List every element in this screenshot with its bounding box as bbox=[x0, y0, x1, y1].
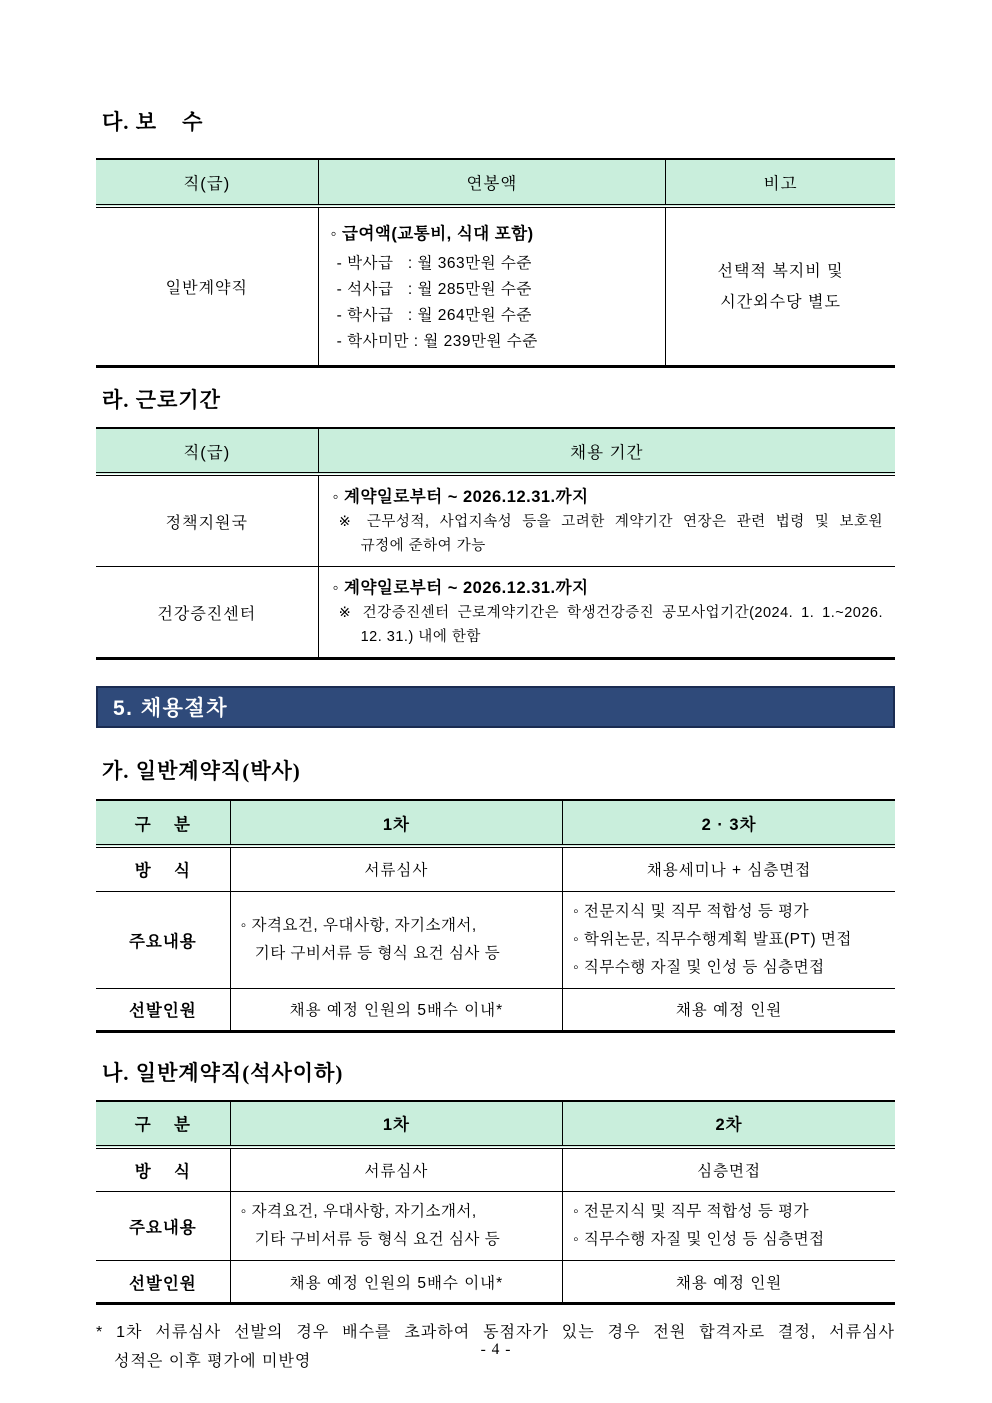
selection-stage2-cell: 채용 예정 인원 bbox=[563, 1261, 895, 1304]
period-note-line: ※ 건강증진센터 근로계약기간은 학생건강증진 공모사업기간(2024. 1. 1.~2026. bbox=[338, 605, 883, 621]
content-line: ◦ 자격요건, 우대사항, 자기소개서, bbox=[240, 916, 477, 934]
selection-stage1-cell: 채용 예정 인원의 5배수 이내* bbox=[230, 1261, 562, 1304]
remark-line: 선택적 복지비 및 bbox=[717, 262, 844, 280]
period-table bbox=[96, 427, 895, 660]
period-line: ◦ 계약일로부터 ~ 2026.12.31.까지 bbox=[332, 579, 589, 597]
content-stage1-cell bbox=[230, 1192, 562, 1261]
content-line: 기타 구비서류 등 형식 요건 심사 등 bbox=[254, 1231, 501, 1248]
procedure-section-banner bbox=[96, 686, 895, 728]
content-stage1-cell bbox=[230, 891, 562, 988]
pay-header-remark: 비고 bbox=[666, 159, 895, 206]
doctoral-procedure-table bbox=[96, 799, 895, 1033]
master-table-header-row bbox=[96, 1101, 895, 1147]
pay-table bbox=[96, 158, 895, 368]
master-header-stage2: 2차 bbox=[563, 1101, 895, 1147]
content-line: ◦ 직무수행 자질 및 인성 등 심층면접 bbox=[573, 958, 825, 976]
table-row bbox=[96, 1147, 895, 1192]
footnote-line: * 1차 서류심사 선발의 경우 배수를 초과하여 동점자가 있는 경우 전원 합격자로 결정, 서류심사 bbox=[96, 1324, 895, 1341]
master-procedure-table bbox=[96, 1100, 895, 1306]
doctoral-header-stage23: 2 · 3차 bbox=[563, 800, 895, 846]
pay-remark-cell bbox=[666, 206, 895, 367]
selection-label-cell: 선발인원 bbox=[96, 1261, 230, 1304]
procedure-banner-title: 5. 채용절차 bbox=[113, 697, 228, 720]
period-term-cell bbox=[318, 474, 895, 567]
method-stage2-cell: 심층면접 bbox=[563, 1147, 895, 1192]
selection-label-cell: 선발인원 bbox=[96, 988, 230, 1031]
period-note-line: 규정에 준하여 가능 bbox=[360, 538, 486, 554]
table-row bbox=[96, 1192, 895, 1261]
period-dept-cell: 건강증진센터 bbox=[96, 567, 318, 659]
master-header-stage1: 1차 bbox=[230, 1101, 562, 1147]
period-header-term: 채용 기간 bbox=[318, 428, 895, 474]
method-stage1-cell: 서류심사 bbox=[230, 846, 562, 891]
pay-grade-cell: 일반계약직 bbox=[165, 280, 248, 297]
period-note-line: 12. 31.) 내에 한함 bbox=[360, 629, 481, 645]
footnote-line: 성적은 이후 평가에 미반영 bbox=[114, 1353, 312, 1370]
content-label-cell: 주요내용 bbox=[96, 891, 230, 988]
content-line: ◦ 직무수행 자질 및 인성 등 심층면접 bbox=[573, 1231, 825, 1248]
doctoral-subsection-heading: 가. 일반계약직(박사) bbox=[102, 759, 301, 783]
method-label-cell: 방 식 bbox=[134, 1162, 191, 1181]
period-term-cell bbox=[318, 567, 895, 659]
pay-table-header-row bbox=[96, 159, 895, 206]
table-row bbox=[96, 988, 895, 1031]
content-line: ◦ 자격요건, 우대사항, 자기소개서, bbox=[240, 1203, 477, 1220]
period-line: ◦ 계약일로부터 ~ 2026.12.31.까지 bbox=[332, 488, 589, 506]
salary-title: ◦ 급여액(교통비, 식대 포함) bbox=[330, 225, 534, 243]
table-row bbox=[96, 846, 895, 891]
method-stage1-cell: 서류심사 bbox=[230, 1147, 562, 1192]
salary-item: - 학사급 : 월 264만원 수준 bbox=[336, 307, 532, 324]
doctoral-header-category: 구 분 bbox=[96, 800, 230, 846]
content-line: ◦ 학위논문, 직무수행계획 발표(PT) 면접 bbox=[573, 930, 852, 948]
content-stage2-cell bbox=[563, 1192, 895, 1261]
page-number: - 4 - bbox=[480, 1341, 512, 1358]
table-row bbox=[96, 891, 895, 988]
pay-header-grade: 직(급) bbox=[96, 159, 318, 206]
pay-section-heading: 다. 보 수 bbox=[102, 110, 204, 134]
master-subsection-heading: 나. 일반계약직(석사이하) bbox=[102, 1060, 344, 1085]
selection-stage23-cell: 채용 예정 인원 bbox=[563, 988, 895, 1031]
selection-stage1-cell: 채용 예정 인원의 5배수 이내* bbox=[230, 988, 562, 1031]
salary-item: - 학사미만 : 월 239만원 수준 bbox=[336, 333, 538, 350]
salary-item: - 박사급 : 월 363만원 수준 bbox=[336, 255, 532, 272]
period-section-heading: 라. 근로기간 bbox=[102, 388, 221, 412]
period-note-line: ※ 근무성적, 사업지속성 등을 고려한 계약기간 연장은 관련 법령 및 보호원 bbox=[338, 514, 883, 530]
master-header-category: 구 분 bbox=[96, 1101, 230, 1147]
content-label-cell: 주요내용 bbox=[96, 1192, 230, 1261]
content-line: ◦ 전문지식 및 직무 적합성 등 평가 bbox=[573, 1203, 810, 1220]
table-row bbox=[96, 474, 895, 567]
doctoral-table-header-row bbox=[96, 800, 895, 846]
period-dept-cell: 정책지원국 bbox=[165, 514, 248, 532]
table-row bbox=[96, 1261, 895, 1304]
table-row bbox=[96, 206, 895, 367]
period-header-grade: 직(급) bbox=[96, 428, 318, 474]
table-row bbox=[96, 567, 895, 659]
remark-line: 시간외수당 별도 bbox=[720, 293, 841, 311]
pay-header-salary: 연봉액 bbox=[318, 159, 666, 206]
period-table-header-row bbox=[96, 428, 895, 474]
doctoral-header-stage1: 1차 bbox=[230, 800, 562, 846]
content-stage23-cell bbox=[563, 891, 895, 988]
content-line: 기타 구비서류 등 형식 요건 심사 등 bbox=[254, 944, 501, 962]
method-label-cell: 방 식 bbox=[134, 862, 191, 881]
content-line: ◦ 전문지식 및 직무 적합성 등 평가 bbox=[573, 902, 810, 920]
pay-salary-cell bbox=[318, 206, 666, 367]
salary-item: - 석사급 : 월 285만원 수준 bbox=[336, 281, 532, 298]
method-stage23-cell: 채용세미나 + 심층면접 bbox=[563, 846, 895, 891]
